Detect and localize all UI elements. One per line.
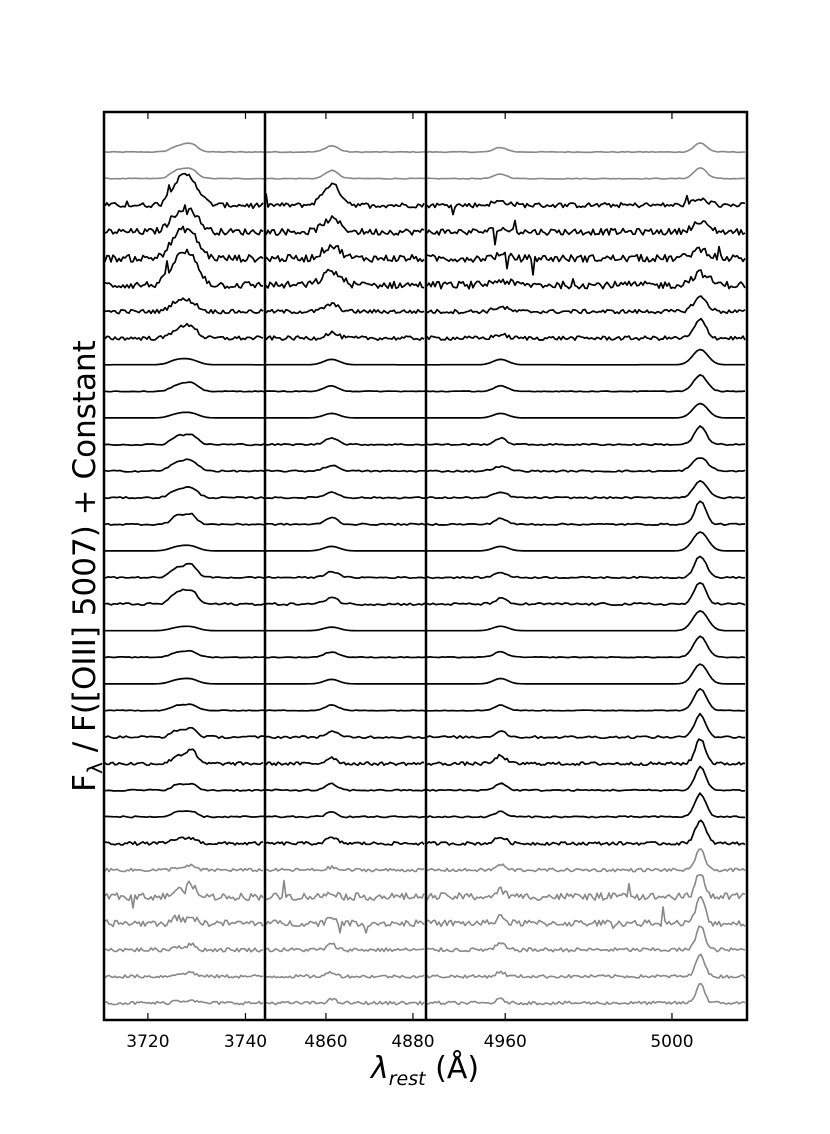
spectrum-1-panel-1 [105, 143, 264, 152]
x-tick-labels [126, 1032, 693, 1052]
spectrum-4-panel-3 [427, 221, 745, 245]
spectrum-29-panel-2 [266, 881, 424, 901]
spectrum-14-panel-1 [105, 487, 264, 499]
spectrum-22-panel-2 [266, 705, 425, 711]
spectrum-6-panel-2 [266, 270, 424, 289]
spectrum-32-panel-1 [105, 972, 263, 979]
spectrum-19-panel-2 [266, 627, 425, 631]
spectrum-14-panel-3 [427, 481, 745, 499]
axis-ticks [148, 112, 672, 1020]
spectrum-30-panel-3 [427, 897, 745, 929]
spectrum-10-panel-1 [105, 382, 264, 392]
spectrum-21-panel-2 [266, 679, 425, 684]
spectrum-27-panel-3 [427, 820, 745, 845]
spectrum-22-panel-3 [427, 689, 745, 711]
spectrum-1-panel-3 [427, 143, 745, 153]
spectrum-11-panel-1 [105, 412, 264, 418]
spectrum-28-panel-2 [266, 866, 424, 872]
spectrum-12-panel-1 [105, 434, 264, 445]
y-axis-rest: / F([OIII] 5007) + Constant [67, 340, 103, 763]
spectrum-15-panel-3 [427, 501, 745, 525]
spectrum-9-panel-1 [105, 359, 264, 365]
spectrum-32-panel-2 [266, 972, 424, 978]
spectrum-23-panel-2 [266, 731, 425, 738]
spectrum-4-panel-2 [266, 216, 424, 235]
spectrum-25-panel-2 [266, 783, 425, 791]
spectrum-15-panel-1 [105, 514, 264, 526]
spectrum-14-panel-2 [266, 492, 425, 499]
spectrum-7-panel-3 [427, 296, 745, 314]
spectrum-6-panel-3 [427, 270, 745, 289]
y-axis-subscript: λ [83, 762, 107, 774]
spectrum-30-panel-2 [266, 918, 424, 933]
x-axis-subscript: rest [388, 1068, 426, 1090]
spectrum-20-panel-3 [427, 636, 745, 658]
spectrum-10-panel-3 [427, 375, 745, 392]
x-tick-label-3740: 3740 [223, 1032, 268, 1052]
y-axis-label [67, 340, 107, 792]
spectrum-5-panel-3 [427, 247, 745, 275]
x-tick-label-4860: 4860 [304, 1032, 348, 1052]
spectrum-12-panel-2 [266, 438, 425, 445]
spectrum-15-panel-2 [266, 517, 425, 525]
x-tick-label-4880: 4880 [391, 1032, 435, 1052]
spectrum-1-panel-2 [266, 146, 425, 153]
spectrum-7-panel-2 [266, 303, 424, 313]
spectrum-28-panel-1 [105, 864, 263, 871]
spectrum-31-panel-2 [266, 943, 424, 951]
spectrum-16-panel-2 [266, 546, 425, 551]
spectrum-20-panel-1 [105, 651, 264, 658]
spectrum-27-panel-1 [105, 837, 263, 845]
spectrum-19-panel-3 [427, 611, 745, 631]
spectrum-17-panel-1 [105, 564, 264, 579]
spectrum-33-panel-1 [105, 1000, 263, 1005]
spectrum-29-panel-3 [427, 875, 745, 901]
x-axis-symbol: λ [370, 1051, 389, 1086]
x-tick-label-4960: 4960 [483, 1032, 527, 1052]
x-tick-label-3720: 3720 [126, 1032, 170, 1052]
spectrum-17-panel-3 [427, 556, 745, 578]
spectrum-18-panel-1 [105, 589, 264, 605]
spectrum-16-panel-1 [105, 545, 264, 551]
spectrum-13-panel-3 [427, 458, 745, 472]
spectrum-32-panel-3 [427, 954, 745, 978]
spectrum-31-panel-3 [427, 926, 745, 952]
spectrum-22-panel-1 [105, 704, 264, 711]
spectrum-16-panel-3 [427, 532, 745, 551]
spectrum-2-panel-3 [427, 168, 745, 179]
spectrum-26-panel-1 [105, 811, 264, 818]
spectrum-18-panel-2 [266, 597, 425, 605]
spectrum-29-panel-1 [105, 881, 263, 908]
y-axis-main: F [67, 773, 103, 792]
spectrum-13-panel-2 [266, 466, 425, 472]
spectrum-33-panel-3 [427, 984, 745, 1005]
spectrum-11-panel-2 [266, 413, 425, 418]
spectrum-7-panel-1 [105, 298, 263, 313]
spectrum-12-panel-3 [427, 426, 745, 445]
spectrum-24-panel-1 [105, 749, 263, 765]
spectrum-5-panel-2 [266, 245, 424, 262]
spectrum-31-panel-1 [105, 943, 263, 952]
spectrum-23-panel-1 [105, 728, 264, 739]
x-tick-label-5000: 5000 [650, 1032, 694, 1052]
spectrum-2-panel-2 [266, 170, 425, 179]
spectrum-11-panel-3 [427, 404, 745, 418]
spectrum-26-panel-3 [427, 793, 745, 818]
spectrum-19-panel-1 [105, 626, 264, 630]
x-axis-label [369, 1050, 479, 1090]
spectrum-27-panel-2 [266, 837, 424, 845]
spectrum-3-panel-3 [427, 196, 745, 215]
spectrum-8-panel-2 [266, 331, 424, 340]
spectrum-21-panel-1 [105, 678, 264, 684]
spectrum-20-panel-2 [266, 652, 425, 658]
spectrum-18-panel-3 [427, 583, 745, 605]
spectrum-13-panel-1 [105, 459, 264, 472]
spectrum-3-panel-2 [266, 183, 424, 208]
spectrum-25-panel-3 [427, 767, 745, 792]
spectrum-21-panel-3 [427, 664, 745, 684]
spectrum-30-panel-1 [105, 915, 263, 926]
spectrum-10-panel-2 [266, 386, 425, 392]
spectrum-28-panel-3 [427, 849, 745, 872]
spectrum-33-panel-2 [266, 998, 424, 1004]
spectrum-17-panel-2 [266, 572, 425, 579]
spectrum-24-panel-2 [266, 757, 424, 765]
spectrum-23-panel-3 [427, 714, 745, 739]
x-axis-unit: (Å) [425, 1051, 480, 1086]
spectrum-24-panel-3 [427, 739, 745, 765]
spectrum-8-panel-3 [427, 319, 745, 340]
spectrum-9-panel-3 [427, 350, 745, 365]
spectrum-9-panel-2 [266, 359, 425, 364]
spectrum-25-panel-1 [105, 784, 264, 791]
spectrum-8-panel-1 [105, 324, 263, 340]
spectrum-26-panel-2 [266, 812, 425, 818]
